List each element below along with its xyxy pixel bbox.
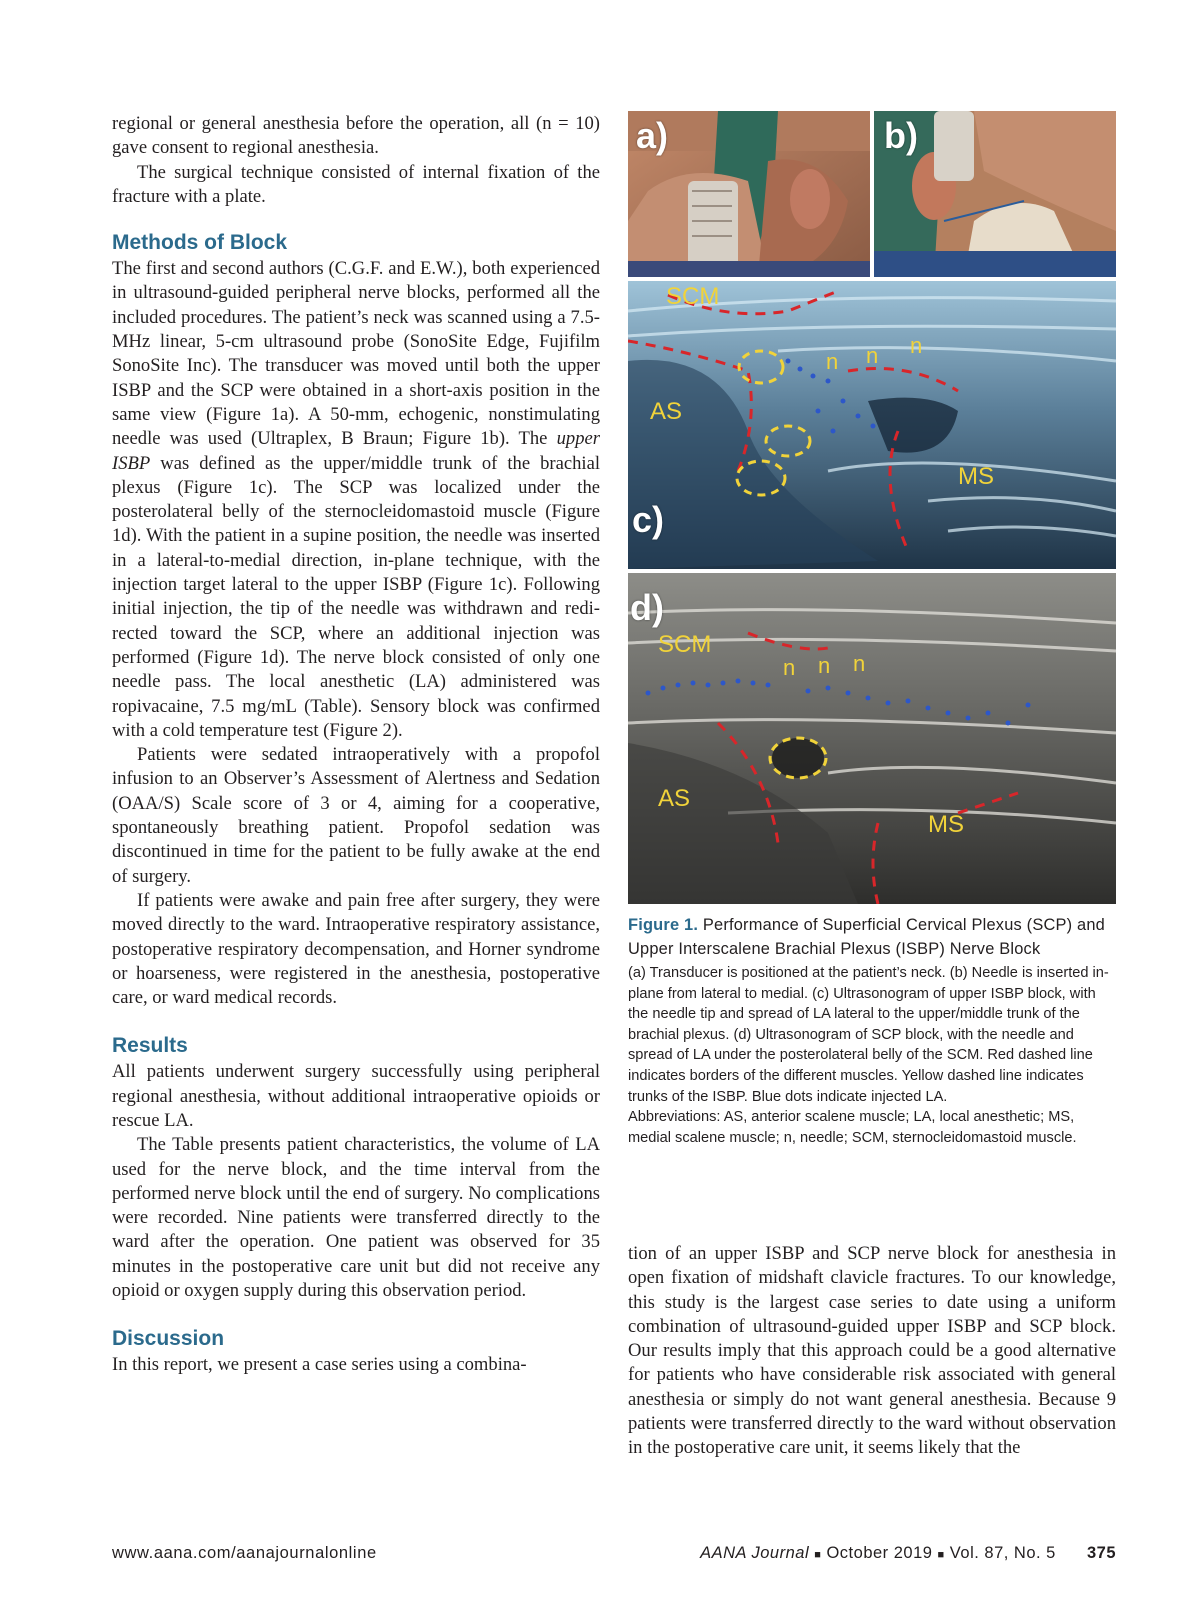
volume-issue: Vol. 87, No. 5 [949,1544,1056,1562]
issue-date: October 2019 [826,1544,933,1562]
label-scm-c: SCM [666,283,720,310]
right-column [628,1242,1116,1461]
paragraph: Patients were sedated intraoperatively with a propofol infusion to an Observer’s Assessment of Alertness and Sedation (OAA/S) Scale score of 3 or 4, aiming for a cooperative, spontaneously breathing patient. Propofol sedation was discontinued in time for the patient to be fully awake at the end of surgery. [112,744,600,887]
figure-caption [628,913,1116,1148]
label-as-d: AS [658,785,691,812]
panel-a-photo [628,111,870,277]
text-run: was defined as the upper/middle trunk of the brachial plexus (Figure 1c). The SCP was localized under the posterolateral belly of the sternocleidomastoid muscle (Figure 1d). With the patient in a supine position, the needle was inserted in a lateral-to-medial direction, in-plane technique, with the injection target lateral to the upper ISBP (Figure 1c). Following initial injection, the tip of the needle was withdrawn and redirected toward the SCP, where an additional injection was performed (Figure 1d). The nerve block consisted of only one needle pass. The local anesthetic (LA) administered was ropivacaine, 7.5 mg/mL (Table). Sensory block was confirmed with a cold temperature test (Figure 2). [112,452,600,741]
label-needle-c3: n [910,333,923,358]
figure-1 [628,111,1116,904]
paragraph: In this report, we present a case series using a combina- [112,1354,527,1376]
paragraph: regional or general anesthesia before the operation, all (n = 10) gave consent to regional anesthesia. [112,113,600,159]
figure-number: Figure 1. [628,916,699,934]
paragraph: tion of an upper ISBP and SCP nerve block for anesthesia in open fixation of midshaft clavicle fractures. To our knowledge, this study is the largest case series to date using a uniform combination of ultrasound-guided upper ISBP and SCP block. Our results imply that this approach could be a good alternative for patients who have considerable risk associated with general anesthesia or simply do not want general anesthesia. Because 9 patients were transferred directly to the ward without observation in the postoperative care unit, it seems likely that the [628,1243,1116,1459]
label-needle-c2: n [866,343,879,368]
journal-name: AANA Journal [700,1544,810,1562]
panel-label-b: b) [884,115,918,156]
paragraph: If patients were awake and pain free after surgery, they were moved directly to the ward. Intraoperative respiratory assistance, postoperative respiratory decompensation, and Horner syndrome or hoarseness, were registered in the anesthesia, postoperative care, or ward medical records. [112,889,600,1009]
caption-title-text: Performance of Superficial Cervical Plexus (SCP) and Upper Interscalene Brachial Plexus (ISBP) Nerve Block [628,916,1105,958]
section-heading-results: Results [112,1034,188,1058]
label-needle-c1: n [826,349,839,374]
ultrasound-image-d [628,573,1116,904]
panel-label-c: c) [632,499,665,540]
panel-label-a: a) [636,115,669,156]
label-ms-c: MS [958,463,994,490]
bullet: ■ [937,1549,945,1561]
emphasis: upper ISBP [112,428,600,474]
label-ms-d: MS [928,811,964,838]
footer-citation [700,1544,1116,1563]
panel-label-d: d) [630,587,664,628]
caption-abbreviations: Abbreviations: AS, anterior scalene muscle; LA, local anesthetic; MS, medial scalene muscle; n, needle; SCM, sternocleidomastoid muscle. [628,1109,1077,1146]
label-scm-d: SCM [658,631,712,658]
label-needle-d1: n [783,655,796,680]
page-number: 375 [1086,1544,1116,1562]
caption-title [628,913,1116,961]
section-heading-methods: Methods of Block [112,231,288,255]
panel-d-ultrasound [628,573,1116,904]
panel-b-photo [874,111,1116,277]
paragraph: The surgical technique consisted of internal fixation of the fracture with a plate. [112,161,600,207]
section-heading-discussion: Discussion [112,1327,225,1351]
paragraph: All patients underwent surgery successfully using peripheral regional anesthesia, without additional intraoperative opioids or rescue LA. [112,1061,600,1131]
footer-url: www.aana.com/aanajournalonline [112,1544,377,1562]
caption-body: (a) Transducer is positioned at the patient’s neck. (b) Needle is inserted in-plane from lateral to medial. (c) Ultrasonogram of upper ISBP block, with the needle tip and spread of LA lateral to the upper/middle trunk of the brachial plexus. (d) Ultrasonogram of SCP block, with the needle and spread of LA under the posterolateral belly of the SCM. Red dashed line indicates borders of the different muscles. Yellow dashed line indicates trunks of the ISBP. Blue dots indicate injected LA. [628,965,1109,1105]
bullet: ■ [814,1549,822,1561]
ultrasound-image-c [628,281,1116,569]
panel-c-ultrasound [628,281,1116,569]
text-run: The first and second authors (C.G.F. and E.W.), both experienced in ultrasound-guided peripheral nerve blocks, performed all the included procedures. The patient’s neck was scanned using a 7.5-MHz linear, 5-cm ultrasound probe (SonoSite Edge, Fujifilm SonoSite Inc). The transducer was moved until both the upper ISBP and the SCP were obtained in a short-axis position in the same view (Figure 1a). A 50-mm, echogenic, nonstimulating needle was used (Ultraplex, B Braun; Figure 1b). The [112,258,600,450]
label-as-c: AS [650,398,683,425]
paragraph: The Table presents patient characteristics, the volume of LA used for the nerve block, and the time interval from the performed nerve block until the end of surgery. No complications were recorded. Nine patients were transferred directly to the ward after the operation. One patient was observed for 35 minutes in the postoperative care unit but did not receive any opioid or oxygen supply during this observation period. [112,1134,600,1302]
label-needle-d2: n [818,653,831,678]
paragraph [112,257,600,743]
left-column [112,112,600,1378]
label-needle-d3: n [853,651,866,676]
